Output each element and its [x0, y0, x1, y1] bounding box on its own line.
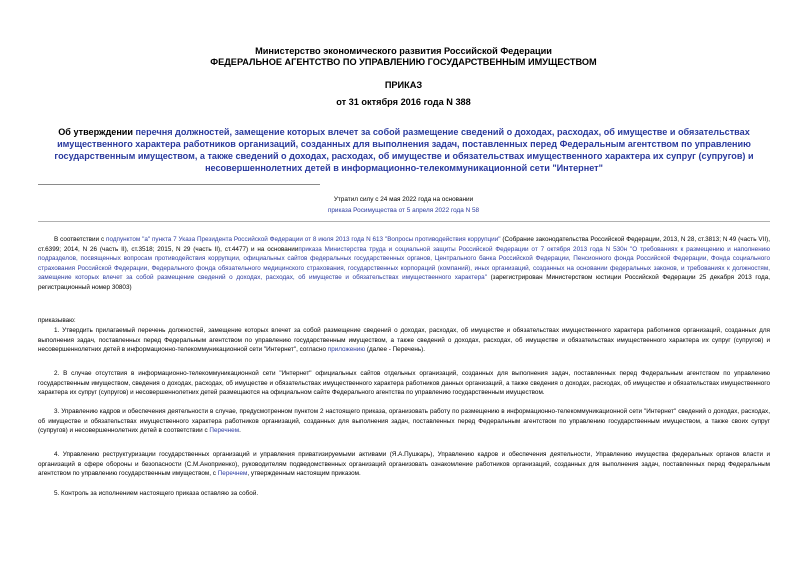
- appendix-link[interactable]: приложению: [327, 346, 366, 354]
- preamble-text-1: В соответствии с: [54, 236, 107, 243]
- title-prefix: Об утверждении: [58, 127, 136, 137]
- document-title: [38, 126, 770, 174]
- list-link-2[interactable]: Перечнем: [217, 470, 248, 478]
- divider-short: [38, 184, 320, 185]
- document-date-number: от 31 октября 2016 года N 388: [336, 97, 471, 107]
- document-type: ПРИКАЗ: [384, 80, 423, 90]
- agency-name: ФЕДЕРАЛЬНОЕ АГЕНТСТВО ПО УПРАВЛЕНИЮ ГОСУДАРСТВЕННЫМ ИМУЩЕСТВОМ: [210, 57, 597, 67]
- item-1-text: 1. Утвердить прилагаемый перечень должностей, замещение которых влечет за собой размещение сведений о доходах, расходах, об имуществе и обязательствах имущественного характера работников организаций, созданных для выполнения задач, поставленных перед Федеральным агентством по управлению государственным имуществом, а также сведений о доходах, расходах, об имуществе и обязательствах имущественного характера их супруг (супругов) и несовершеннолетних детей в информационно-телекоммуникационной сети "Интернет", согласно: [38, 327, 770, 354]
- status-note: Утратил силу с 24 мая 2022 года на основании: [333, 196, 474, 203]
- ministry-name: Министерство экономического развития Российской Федерации: [255, 46, 552, 56]
- item-3-tail: .: [239, 427, 241, 435]
- decree-link[interactable]: подпунктом "а" пункта 7 Указа Президента Российской Федерации от 8 июля 2013 года N 613 "Вопросы противодействия коррупции": [106, 236, 501, 243]
- item-4: [38, 450, 770, 479]
- status-link[interactable]: приказа Росимущества от 5 апреля 2022 года N 58: [327, 207, 480, 214]
- item-1: [38, 326, 770, 355]
- item-4-text: 4. Управлению реструктуризации государственных организаций и управления приватизируемыми активами (Я.А.Пушкарь), Управлению кадров и обеспечения деятельности, Управлению имущества федеральных органов власти и организаций в сфере обороны и безопасности (С.М.Аноприенко), руководителям подведомственных организаций организовать ознакомление работников организаций, созданных для выполнения задач, поставленных перед Федеральным агентством по управлению государственным имуществом, с: [38, 451, 770, 478]
- item-2: 2. В случае отсутствия в информационно-телекоммуникационной сети "Интернет" официальных сайтов отдельных организаций, созданных для выполнения задач, поставленных перед Федеральным агентством по управлению государственным имуществом, сведения о доходах, расходах, об имуществе и обязательствах имущественного характера работников данных организаций, а также сведения о доходах, расходах, об имуществе и обязательствах имущественного характера их супруг (супругов) и несовершеннолетних детей размещаются на официальном сайте Федерального агентства по управлению государственным имуществом.: [38, 370, 770, 397]
- item-3: [38, 407, 770, 436]
- item-4-tail: , утвержденным настоящим приказом.: [247, 470, 361, 478]
- preamble-text-3: (зарегистрирован Министерством юстиции Российской Федерации 25 декабря 2013 года, регистрационный номер 30803): [38, 274, 770, 291]
- title-link[interactable]: перечня должностей, замещение которых влечет за собой размещение сведений о доходах, расходах, об имуществе и обязательствах имущественного характера работников организаций, созданных для выполнения задач, поставленных перед Федеральным агентством по управлению государственным имуществом, а также сведений о доходах, расходах, об имуществе и обязательствах имущественного характера их супруг (супругов) и несовершеннолетних детей в информационно-телекоммуникационной сети "Интернет": [54, 127, 754, 173]
- item-1-tail: (далее - Перечень).: [365, 346, 426, 354]
- item-5: 5. Контроль за исполнением настоящего приказа оставляю за собой.: [54, 490, 259, 497]
- divider-full: [38, 221, 770, 222]
- order-word: приказываю:: [38, 317, 76, 324]
- order-link[interactable]: приказа Министерства труда и социальной защиты Российской Федерации от 7 октября 2013 года N 530н "О требованиях к размещению и наполнению подразделов, посвященных вопросам противодействия коррупции, официальных сайтов федеральных государственных органов, Центрального банка Российской Федерации, Пенсионного фонда Российской Федерации, Фонда социального страхования Российской Федерации, Федерального фонда обязательного медицинского страхования, государственных корпораций (компаний), иных организаций, созданных на основании федеральных законов, и требованиях к должностям, замещение которых влечет за собой размещение сведений о доходах, расходах, об имуществе и обязательствах имущественного характера": [38, 245, 771, 282]
- item-3-text: 3. Управлению кадров и обеспечения деятельности в случае, предусмотренном пунктом 2 настоящего приказа, организовать работу по размещению в информационно-телекоммуникационной сети "Интернет" сведений о доходах, расходах, об имуществе и обязательствах имущественного характера работников организаций, созданных для выполнения задач, поставленных перед Федеральным агентством по управлению государственным имуществом, а также своих супруг (супругов) и несовершеннолетних детей в соответствии с: [38, 408, 770, 435]
- list-link-1[interactable]: Перечнем: [209, 427, 240, 435]
- preamble-paragraph: [38, 235, 770, 293]
- preamble-text-2: (Собрание законодательства Российской Федерации, 2013, N 28, ст.3813; N 49 (часть VII), ст.6399; 2014, N 26 (часть II), ст.3518; 2015, N 29 (часть II), ст.4477) и на основании: [38, 236, 770, 253]
